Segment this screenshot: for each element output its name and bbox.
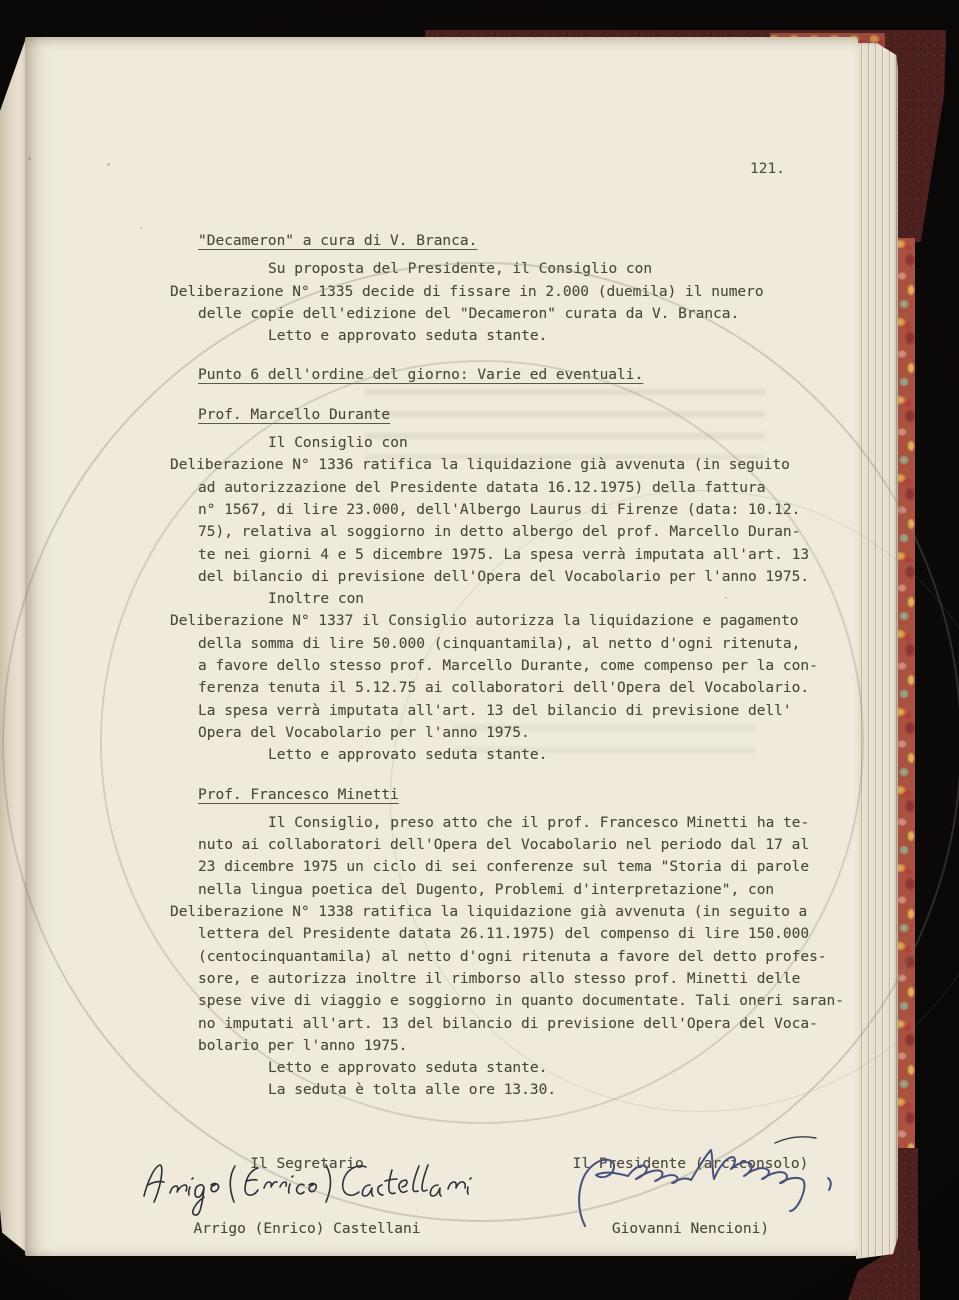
secretary-role: Il Segretario [250,1156,364,1172]
document-text-line: bolario per l'anno 1975. [198,1037,408,1054]
document-text-line: Opera del Vocabolario per l'anno 1975. [198,724,530,741]
document-heading-line: Prof. Francesco Minetti [198,786,399,803]
document-text-line: 75), relativa al soggiorno in detto albergo del prof. Marcello Duran- [198,524,801,541]
document-text-line: Deliberazione N° 1335 decide di fissare in 2.000 (duemila) il numero [170,283,764,300]
document-heading-line: Punto 6 dell'ordine del giorno: Varie ed eventuali. [198,367,644,384]
typed-text-block [170,213,870,1102]
document-text-line: spese vive di viaggio e soggiorno in quanto documentate. Tali oneri saran- [198,993,845,1010]
document-text-line: nella lingua poetica del Dugento, Problemi d'interpretazione", con [198,881,775,898]
president-role: Il Presidente (arciconsolo) [572,1156,809,1172]
handwritten-signature-nencioni [572,1126,864,1240]
document-text-line: sore, e autorizza inoltre il rimborso allo stesso prof. Minetti delle [198,970,801,987]
dust-speck [140,227,142,229]
document-text-line: Deliberazione N° 1337 il Consiglio autorizza la liquidazione e pagamento [170,613,799,630]
document-heading-line: "Decameron" a cura di V. Branca. [198,233,478,249]
document-text-line: Letto e approvato seduta stante. [268,747,548,764]
document-text-line: della somma di lire 50.000 (cinquantamila), al netto d'ogni ritenuta, [198,635,801,652]
document-text-line: La seduta è tolta alle ore 13.30. [268,1082,557,1099]
document-text-line: Inoltre con [268,591,365,608]
document-text-line: del bilancio di previsione dell'Opera del Vocabolario per l'anno 1975. [198,568,810,585]
document-text-line: Letto e approvato seduta stante. [268,1060,548,1077]
document-text-line: Letto e approvato seduta stante. [268,328,548,345]
document-text-line: La spesa verrà imputata all'art. 13 del bilancio di previsione dell' [198,702,792,719]
document-text-line: (centocinquantamila) al netto d'ogni ritenuta a favore del detto profes- [198,948,827,965]
dust-speck [28,157,31,160]
document-text-line: n° 1567, di lire 23.000, dell'Albergo Laurus di Firenze (data: 10.12. [198,501,801,518]
document-text-line: delle copie dell'edizione del "Decameron" curata da V. Branca. [198,305,740,322]
facing-page-gutter-sliver [0,38,26,1252]
document-text-line: Deliberazione N° 1338 ratifica la liquidazione già avvenuta (in seguito a [170,904,808,921]
document-text-line: 23 dicembre 1975 un ciclo di sei conferenze sul tema "Storia di parole [198,859,810,876]
document-text-line: Il Consiglio, preso atto che il prof. Francesco Minetti ha te- [268,814,810,831]
document-heading-line: Prof. Marcello Durante [198,406,391,423]
document-text-line: lettera del Presidente datata 26.11.1975) del compenso di lire 150.000 [198,926,810,943]
page-number: 121. [750,161,785,177]
document-text-line: nuto ai collaboratori dell'Opera del Vocabolario nel periodo dal 17 al [198,837,810,854]
document-text-line: te nei giorni 4 e 5 dicembre 1975. La spesa verrà imputata all'art. 13 [198,546,810,563]
president-name: Giovanni Nencioni) [611,1220,770,1237]
secretary-name: Arrigo (Enrico) Castellani [193,1220,421,1237]
dust-speck [107,163,110,166]
document-text-line: Deliberazione N° 1336 ratifica la liquidazione già avvenuta (in seguito [170,457,790,474]
document-text-line: Il Consiglio con [268,435,408,452]
document-text-line: ad autorizzazione del Presidente datata 16.12.1975) della fattura [198,479,766,496]
book-cover-marbled-edge [896,238,915,1154]
document-text-line: ferenza tenuta il 5.12.75 ai collaboratori dell'Opera del Vocabolario. [198,680,810,697]
handwritten-signature-castellani [138,1152,478,1234]
document-text-line: Su proposta del Presidente, il Consiglio con [268,261,653,278]
document-text-line: no imputati all'art. 13 del bilancio di previsione dell'Opera del Voca- [198,1015,818,1032]
document-text-line: a favore dello stesso prof. Marcello Durante, come compenso per la con- [198,658,818,675]
